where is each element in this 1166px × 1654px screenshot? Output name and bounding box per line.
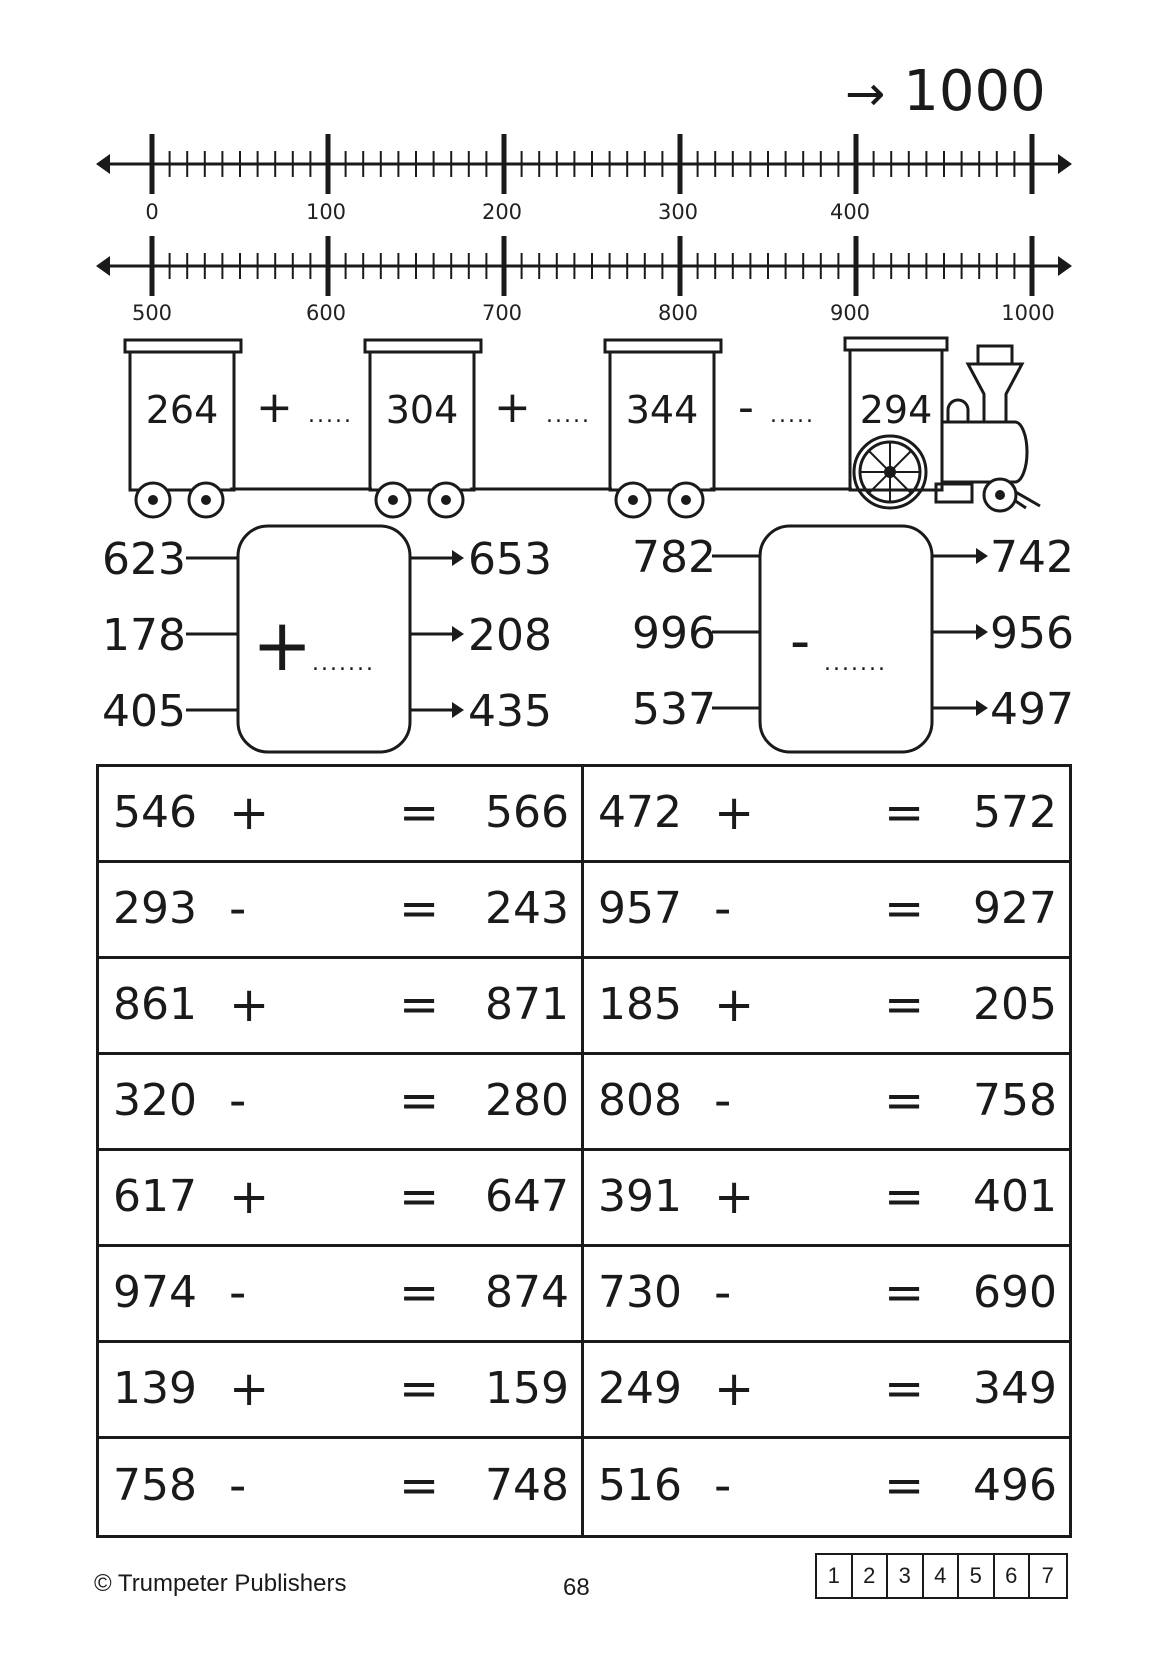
equation-operator: + — [229, 1360, 270, 1417]
arrow-left-icon — [96, 256, 110, 276]
equals-sign: = — [399, 880, 440, 937]
equation-table — [96, 764, 1072, 1538]
equation-start-number: 957 — [598, 882, 682, 934]
machine-input: 178 — [102, 610, 186, 661]
equation-result: 205 — [973, 978, 1057, 1030]
equals-sign: = — [884, 976, 925, 1033]
equation-start-number: 249 — [598, 1362, 682, 1414]
tick-label: 600 — [305, 301, 347, 325]
wagon-number: 304 — [385, 388, 459, 432]
equation-result: 690 — [973, 1266, 1057, 1318]
train-operator: - — [738, 382, 754, 433]
arrow-right-icon — [976, 624, 988, 640]
wagon-number: 264 — [145, 388, 219, 432]
wagon-lid — [125, 340, 241, 352]
equation-cell — [99, 1055, 584, 1151]
equation-start-number: 974 — [113, 1266, 197, 1318]
equation-cell — [584, 1055, 1069, 1151]
equation-result: 748 — [485, 1460, 569, 1512]
equals-sign: = — [884, 1360, 925, 1417]
engine-roof — [845, 338, 947, 350]
tick-label: 400 — [829, 200, 871, 224]
machine-output: 653 — [468, 534, 552, 585]
equation-cell — [584, 1247, 1069, 1343]
equation-result: 647 — [485, 1170, 569, 1222]
equals-sign: = — [399, 1168, 440, 1225]
equals-sign: = — [399, 1360, 440, 1417]
equation-start-number: 617 — [113, 1170, 197, 1222]
equation-start-number: 185 — [598, 978, 682, 1030]
chimney-top — [978, 346, 1012, 364]
equation-cell — [99, 863, 584, 959]
machine-output: 742 — [990, 532, 1074, 583]
tick-label: 900 — [829, 301, 871, 325]
machine-input: 537 — [632, 684, 716, 735]
machine-output: 435 — [468, 686, 552, 737]
equation-operator: - — [714, 1458, 732, 1515]
tick-label: 700 — [481, 301, 523, 325]
equation-operator: + — [714, 976, 755, 1033]
tick-label: 500 — [131, 301, 173, 325]
grade-box[interactable]: 1 — [817, 1555, 853, 1597]
equation-cell — [99, 1247, 584, 1343]
arrow-right-icon — [452, 626, 464, 642]
machine-input: 623 — [102, 534, 186, 585]
wagon-lid — [605, 340, 721, 352]
tick-label: 800 — [657, 301, 699, 325]
grade-box[interactable]: 4 — [924, 1555, 960, 1597]
arrow-right-icon: → — [845, 66, 886, 122]
equation-result: 871 — [485, 978, 569, 1030]
grade-box[interactable]: 6 — [995, 1555, 1031, 1597]
tick-label: 100 — [305, 200, 347, 224]
equation-operator: + — [714, 1168, 755, 1225]
equation-operator: - — [714, 1264, 732, 1321]
machine-operator: + — [252, 603, 313, 687]
arrow-right-icon — [452, 550, 464, 566]
equation-operator: + — [229, 1168, 270, 1225]
publisher-credit: © Trumpeter Publishers — [94, 1570, 347, 1597]
equation-start-number: 861 — [113, 978, 197, 1030]
equals-sign: = — [399, 784, 440, 841]
equation-start-number: 320 — [113, 1074, 197, 1126]
machine-input: 782 — [632, 532, 716, 583]
engine-boiler — [942, 422, 1027, 482]
equation-result: 758 — [973, 1074, 1057, 1126]
number-line-top — [96, 134, 1072, 194]
arrow-right-icon — [976, 700, 988, 716]
train-operator: + — [256, 382, 293, 433]
equation-cell — [584, 1151, 1069, 1247]
blank-answer[interactable]: ....... — [824, 651, 887, 676]
blank-answer[interactable]: ..... — [770, 403, 815, 428]
page-number: 68 — [563, 1574, 590, 1601]
equation-start-number: 472 — [598, 786, 682, 838]
train-operator: + — [494, 382, 531, 433]
machine-operator: - — [790, 609, 811, 674]
tick-label: 0 — [145, 200, 159, 224]
equation-operator: - — [229, 1072, 247, 1129]
equation-start-number: 730 — [598, 1266, 682, 1318]
arrow-left-icon — [96, 154, 110, 174]
grade-boxes — [815, 1553, 1068, 1599]
equation-start-number: 391 — [598, 1170, 682, 1222]
equation-cell — [99, 1439, 584, 1535]
function-machine-box — [760, 526, 932, 752]
blank-answer[interactable]: ..... — [308, 403, 353, 428]
equals-sign: = — [884, 1264, 925, 1321]
engine-chimney — [968, 364, 1022, 422]
equals-sign: = — [884, 1168, 925, 1225]
arrow-right-icon — [1058, 154, 1072, 174]
machine-input: 996 — [632, 608, 716, 659]
arrow-right-icon — [1058, 256, 1072, 276]
equation-result: 280 — [485, 1074, 569, 1126]
tick-label: 300 — [657, 200, 699, 224]
engine-dome — [948, 400, 968, 422]
equation-cell — [584, 863, 1069, 959]
blank-answer[interactable]: ....... — [312, 651, 375, 676]
machine-output: 956 — [990, 608, 1074, 659]
equation-result: 496 — [973, 1460, 1057, 1512]
equation-cell — [99, 1151, 584, 1247]
equals-sign: = — [399, 976, 440, 1033]
tick-label: 200 — [481, 200, 523, 224]
machine-input: 405 — [102, 686, 186, 737]
wagon-number: 344 — [625, 388, 699, 432]
equals-sign: = — [884, 784, 925, 841]
grade-box[interactable]: 2 — [853, 1555, 889, 1597]
equation-operator: - — [229, 880, 247, 937]
function-machines — [0, 520, 1166, 760]
equation-operator: + — [714, 784, 755, 841]
number-lines — [0, 0, 1166, 330]
equation-cell — [99, 959, 584, 1055]
equation-operator: + — [714, 1360, 755, 1417]
equation-start-number: 808 — [598, 1074, 682, 1126]
equation-cell — [99, 1343, 584, 1439]
equation-operator: + — [229, 784, 270, 841]
equation-result: 243 — [485, 882, 569, 934]
grade-box[interactable]: 5 — [959, 1555, 995, 1597]
equation-result: 874 — [485, 1266, 569, 1318]
equation-start-number: 139 — [113, 1362, 197, 1414]
arrow-right-icon — [976, 548, 988, 564]
grade-box[interactable]: 3 — [888, 1555, 924, 1597]
equation-start-number: 516 — [598, 1460, 682, 1512]
equals-sign: = — [884, 1072, 925, 1129]
equation-cell — [584, 1343, 1069, 1439]
equation-result: 159 — [485, 1362, 569, 1414]
equation-cell — [584, 1439, 1069, 1535]
engine-number: 294 — [859, 388, 933, 432]
equals-sign: = — [399, 1072, 440, 1129]
blank-answer[interactable]: ..... — [546, 403, 591, 428]
equation-result: 349 — [973, 1362, 1057, 1414]
wagon-lid — [365, 340, 481, 352]
machine-output: 497 — [990, 684, 1074, 735]
equation-cell — [584, 767, 1069, 863]
machine-output: 208 — [468, 610, 552, 661]
equation-start-number: 758 — [113, 1460, 197, 1512]
grade-box[interactable]: 7 — [1041, 1563, 1054, 1588]
equation-cell — [584, 959, 1069, 1055]
equation-result: 401 — [973, 1170, 1057, 1222]
number-line-bottom — [96, 236, 1072, 296]
equation-operator: - — [229, 1264, 247, 1321]
equals-sign: = — [399, 1458, 440, 1515]
equation-start-number: 293 — [113, 882, 197, 934]
equation-operator: - — [714, 880, 732, 937]
equation-result: 927 — [973, 882, 1057, 934]
equation-operator: + — [229, 976, 270, 1033]
equals-sign: = — [399, 1264, 440, 1321]
equation-cell — [99, 767, 584, 863]
equation-operator: - — [229, 1458, 247, 1515]
equation-result: 566 — [485, 786, 569, 838]
tick-label: 1000 — [1001, 301, 1055, 325]
equation-result: 572 — [973, 786, 1057, 838]
equation-operator: - — [714, 1072, 732, 1129]
equals-sign: = — [884, 1458, 925, 1515]
equals-sign: = — [884, 880, 925, 937]
equation-start-number: 546 — [113, 786, 197, 838]
arrow-right-icon — [452, 702, 464, 718]
train-illustration — [0, 330, 1166, 530]
title-target: 1000 — [903, 59, 1046, 124]
